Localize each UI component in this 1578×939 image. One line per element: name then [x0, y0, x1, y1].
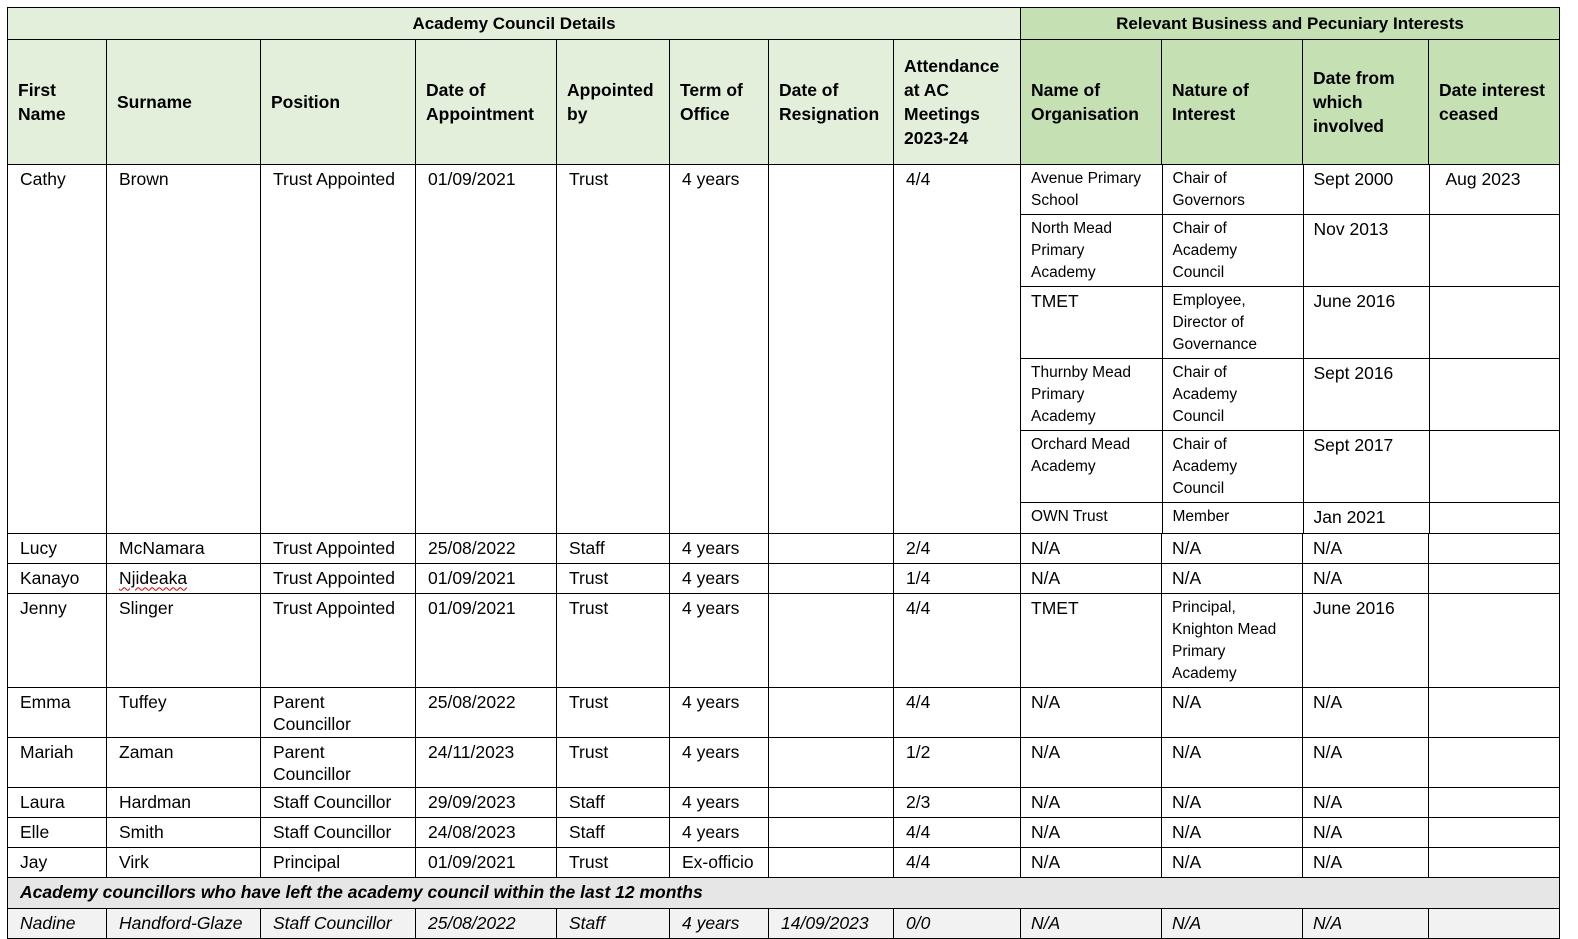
academy-council-table — [7, 7, 1560, 939]
col-date-ceased: Date interest ceased — [1429, 40, 1560, 165]
table-row — [8, 908, 1560, 938]
first-name: Elle — [8, 817, 107, 847]
table-row — [8, 817, 1560, 847]
nature-of-interest: Employee, Director of Governance — [1162, 287, 1303, 359]
nature-of-interest: N/A — [1162, 687, 1303, 737]
date-ceased — [1429, 287, 1560, 359]
attendance: 4/4 — [894, 847, 1021, 877]
date-of-appointment: 24/08/2023 — [416, 817, 557, 847]
date-from: N/A — [1303, 817, 1429, 847]
surname: Tuffey — [107, 687, 261, 737]
term-of-office: 4 years — [670, 787, 769, 817]
first-name: Laura — [8, 787, 107, 817]
attendance: 4/4 — [894, 593, 1021, 687]
date-of-resignation — [769, 533, 894, 563]
first-name: Mariah — [8, 737, 107, 787]
date-ceased — [1429, 593, 1560, 687]
organisation: TMET — [1021, 593, 1162, 687]
position: Trust Appointed — [261, 533, 416, 563]
col-organisation: Name of Organisation — [1021, 40, 1162, 165]
col-term-of-office: Term of Office — [670, 40, 769, 165]
col-first-name: First Name — [8, 40, 107, 165]
table-row — [8, 737, 1560, 787]
date-ceased — [1429, 563, 1560, 593]
date-ceased — [1429, 533, 1560, 563]
attendance: 2/3 — [894, 787, 1021, 817]
date-ceased — [1429, 908, 1560, 938]
date-from: Nov 2013 — [1303, 215, 1429, 287]
surname: Slinger — [107, 593, 261, 687]
nature-of-interest: Principal, Knighton Mead Primary Academy — [1162, 593, 1303, 687]
date-of-appointment: 29/09/2023 — [416, 787, 557, 817]
term-of-office: 4 years — [670, 593, 769, 687]
first-name: Emma — [8, 687, 107, 737]
appointed-by: Staff — [557, 787, 670, 817]
attendance: 4/4 — [894, 817, 1021, 847]
organisation: OWN Trust — [1031, 508, 1108, 525]
date-from: N/A — [1303, 908, 1429, 938]
nature-of-interest: Chair of Academy Council — [1162, 359, 1303, 431]
organisation: Avenue Primary School — [1021, 165, 1162, 215]
date-from: N/A — [1303, 787, 1429, 817]
nature-of-interest: N/A — [1162, 563, 1303, 593]
position: Staff Councillor — [261, 817, 416, 847]
position: Staff Councillor — [261, 787, 416, 817]
surname: Handford-Glaze — [107, 908, 261, 938]
attendance: 1/4 — [894, 563, 1021, 593]
organisation: N/A — [1021, 533, 1162, 563]
appointed-by: Staff — [557, 817, 670, 847]
col-date-of-resignation: Date of Resignation — [769, 40, 894, 165]
term-of-office: 4 years — [670, 817, 769, 847]
date-ceased — [1429, 359, 1560, 431]
first-name: Lucy — [8, 533, 107, 563]
appointed-by: Trust — [557, 687, 670, 737]
term-of-office: 4 years — [670, 687, 769, 737]
surname: Hardman — [107, 787, 261, 817]
interest-row — [1021, 359, 1560, 431]
date-from: N/A — [1303, 533, 1429, 563]
surname — [107, 563, 261, 593]
interests-heading: Relevant Business and Pecuniary Interests — [1021, 8, 1560, 40]
date-of-appointment: 01/09/2021 — [416, 563, 557, 593]
date-from: N/A — [1303, 687, 1429, 737]
date-of-appointment: 25/08/2022 — [416, 687, 557, 737]
date-ceased — [1429, 687, 1560, 737]
date-from: Jan 2021 — [1303, 503, 1429, 533]
attendance: 0/0 — [894, 908, 1021, 938]
interest-row — [1021, 431, 1560, 503]
surname: Zaman — [107, 737, 261, 787]
term-of-office: 4 years — [670, 165, 769, 534]
attendance: 2/4 — [894, 533, 1021, 563]
nature-of-interest: N/A — [1162, 847, 1303, 877]
organisation: Thurnby Mead Primary Academy — [1021, 359, 1162, 431]
nature-of-interest: Member — [1162, 503, 1303, 533]
date-from: N/A — [1303, 847, 1429, 877]
date-of-appointment: 24/11/2023 — [416, 737, 557, 787]
document-page — [7, 7, 1560, 939]
date-of-appointment: 01/09/2021 — [416, 847, 557, 877]
term-of-office: 4 years — [670, 563, 769, 593]
term-of-office: 4 years — [670, 533, 769, 563]
date-from: Sept 2016 — [1303, 359, 1429, 431]
date-from: June 2016 — [1303, 287, 1429, 359]
col-position: Position — [261, 40, 416, 165]
appointed-by: Trust — [557, 737, 670, 787]
date-of-appointment: 25/08/2022 — [416, 533, 557, 563]
first-name: Nadine — [8, 908, 107, 938]
col-nature: Nature of Interest — [1162, 40, 1303, 165]
table-row — [8, 787, 1560, 817]
organisation: N/A — [1021, 563, 1162, 593]
position: Staff Councillor — [261, 908, 416, 938]
date-of-resignation — [769, 563, 894, 593]
term-of-office: 4 years — [670, 908, 769, 938]
appointed-by: Staff — [557, 533, 670, 563]
surname-text: Njideaka — [119, 567, 188, 588]
organisation: North Mead Primary Academy — [1021, 215, 1162, 287]
position: Trust Appointed — [261, 593, 416, 687]
date-of-resignation — [769, 737, 894, 787]
nature-of-interest: Chair of Academy Council — [1162, 215, 1303, 287]
nature-of-interest: N/A — [1162, 737, 1303, 787]
date-of-appointment: 01/09/2021 — [416, 165, 557, 534]
organisation: N/A — [1021, 817, 1162, 847]
col-date-from: Date from which involved — [1303, 40, 1429, 165]
position: Parent Councillor — [261, 687, 416, 737]
date-from: N/A — [1303, 563, 1429, 593]
table-row — [8, 533, 1560, 563]
position: Trust Appointed — [261, 165, 416, 534]
surname: Virk — [107, 847, 261, 877]
interest-row — [1021, 287, 1560, 359]
col-surname: Surname — [107, 40, 261, 165]
surname: Brown — [107, 165, 261, 534]
position: Principal — [261, 847, 416, 877]
surname: McNamara — [107, 533, 261, 563]
col-date-of-appointment: Date of Appointment — [416, 40, 557, 165]
nature-of-interest: N/A — [1162, 817, 1303, 847]
organisation: N/A — [1021, 847, 1162, 877]
date-of-resignation — [769, 847, 894, 877]
table-row — [8, 593, 1560, 687]
attendance: 4/4 — [894, 687, 1021, 737]
first-name: Cathy — [8, 165, 107, 534]
table-row — [8, 847, 1560, 877]
organisation: N/A — [1021, 687, 1162, 737]
surname: Smith — [107, 817, 261, 847]
attendance: 1/2 — [894, 737, 1021, 787]
interests-cell — [1021, 165, 1560, 534]
nature-of-interest: Chair of Governors — [1162, 165, 1303, 215]
appointed-by: Trust — [557, 847, 670, 877]
date-ceased — [1429, 847, 1560, 877]
term-of-office: Ex-officio — [670, 847, 769, 877]
date-from: Sept 2017 — [1303, 431, 1429, 503]
organisation: Orchard Mead Academy — [1021, 431, 1162, 503]
position: Parent Councillor — [261, 737, 416, 787]
col-attendance: Attendance at AC Meetings 2023-24 — [894, 40, 1021, 165]
date-ceased — [1429, 503, 1560, 533]
first-name: Jenny — [8, 593, 107, 687]
first-name: Jay — [8, 847, 107, 877]
appointed-by: Staff — [557, 908, 670, 938]
organisation: N/A — [1021, 908, 1162, 938]
date-of-appointment: 01/09/2021 — [416, 593, 557, 687]
appointed-by: Trust — [557, 593, 670, 687]
nature-of-interest: Chair of Academy Council — [1162, 431, 1303, 503]
interests-table — [1021, 165, 1560, 533]
table-row — [8, 687, 1560, 737]
term-of-office: 4 years — [670, 737, 769, 787]
date-ceased — [1429, 737, 1560, 787]
col-appointed-by: Appointed by — [557, 40, 670, 165]
nature-of-interest: N/A — [1162, 533, 1303, 563]
date-ceased — [1429, 431, 1560, 503]
date-of-resignation: 14/09/2023 — [769, 908, 894, 938]
interest-row — [1021, 503, 1560, 533]
appointed-by: Trust — [557, 563, 670, 593]
interest-row — [1021, 215, 1560, 287]
date-from: Sept 2000 — [1303, 165, 1429, 215]
table-row — [8, 165, 1560, 534]
date-of-resignation — [769, 787, 894, 817]
organisation: N/A — [1021, 737, 1162, 787]
organisation: TMET — [1021, 287, 1162, 359]
first-name: Kanayo — [8, 563, 107, 593]
date-ceased — [1429, 215, 1560, 287]
date-ceased: Aug 2023 — [1429, 165, 1560, 215]
date-from: N/A — [1303, 737, 1429, 787]
date-of-resignation — [769, 165, 894, 534]
interest-row — [1021, 165, 1560, 215]
date-from: June 2016 — [1303, 593, 1429, 687]
date-ceased — [1429, 787, 1560, 817]
date-of-resignation — [769, 817, 894, 847]
table-row — [8, 563, 1560, 593]
date-of-appointment: 25/08/2022 — [416, 908, 557, 938]
nature-of-interest: N/A — [1162, 787, 1303, 817]
attendance: 4/4 — [894, 165, 1021, 534]
nature-of-interest: N/A — [1162, 908, 1303, 938]
date-of-resignation — [769, 687, 894, 737]
date-of-resignation — [769, 593, 894, 687]
left-councillors-heading: Academy councillors who have left the academy council within the last 12 months — [8, 877, 1560, 908]
academy-council-details-heading: Academy Council Details — [8, 8, 1021, 40]
position: Trust Appointed — [261, 563, 416, 593]
left-councillors-section — [8, 877, 1560, 908]
date-ceased — [1429, 817, 1560, 847]
appointed-by: Trust — [557, 165, 670, 534]
organisation: N/A — [1021, 787, 1162, 817]
